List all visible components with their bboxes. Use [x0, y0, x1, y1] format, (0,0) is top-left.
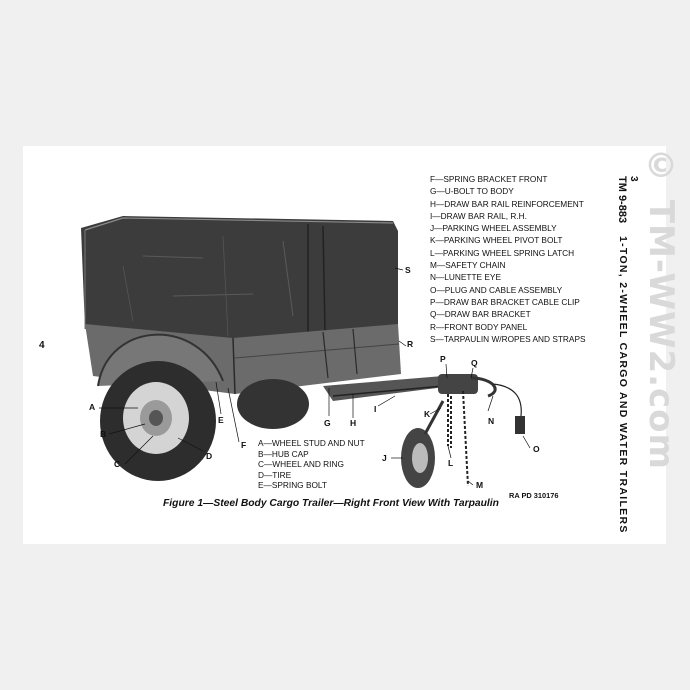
callout-q: Q	[471, 358, 478, 368]
callout-b: B	[100, 429, 107, 439]
callout-o: O	[533, 444, 540, 454]
legend-bottom	[258, 438, 365, 491]
watermark: © TM-WW2.com	[641, 146, 681, 470]
legend-item-r: R—FRONT BODY PANEL	[430, 321, 528, 332]
page-number: 4	[39, 340, 45, 351]
legend-item-b: B—HUB CAP	[258, 448, 309, 459]
legend-top	[430, 173, 586, 345]
callout-j: J	[382, 453, 387, 463]
legend-item-d: D—TIRE	[258, 469, 292, 480]
callout-d: D	[206, 451, 213, 461]
callout-m: M	[476, 480, 484, 490]
callout-a: A	[89, 402, 96, 412]
ra-pd-number: RA PD 310176	[509, 491, 559, 500]
legend-item-e: E—SPRING BOLT	[258, 480, 328, 491]
callout-p: P	[440, 354, 446, 364]
legend-item-n: N—LUNETTE EYE	[430, 272, 501, 283]
legend-item-h: H—DRAW BAR RAIL REINFORCEMENT	[430, 198, 584, 209]
legend-item-a: A—WHEEL STUD AND NUT	[258, 438, 365, 448]
legend-item-l: L—PARKING WHEEL SPRING LATCH	[430, 247, 575, 258]
callout-l: L	[448, 458, 454, 468]
callout-g: G	[324, 418, 331, 428]
callout-c: C	[114, 459, 121, 469]
legend-item-j: J—PARKING WHEEL ASSEMBLY	[430, 223, 557, 234]
legend-item-p: P—DRAW BAR BRACKET CABLE CLIP	[430, 296, 580, 307]
tarpaulin-drawing	[81, 216, 398, 341]
tm-number: TM 9-883	[616, 176, 628, 224]
callout-s: S	[405, 265, 411, 275]
figure-caption: Figure 1—Steel Body Cargo Trailer—Right Front View With Tarpaulin	[163, 498, 499, 509]
legend-item-k: K—PARKING WHEEL PIVOT BOLT	[430, 235, 563, 246]
legend-item-g: G—U-BOLT TO BODY	[430, 186, 514, 197]
callout-h: H	[350, 418, 357, 428]
callout-r: R	[407, 339, 414, 349]
legend-item-s: S—TARPAULIN W/ROPES AND STRAPS	[430, 333, 586, 344]
parking-wheel-drawing	[401, 401, 443, 488]
rear-wheel-drawing	[237, 379, 309, 429]
legend-item-q: Q—DRAW BAR BRACKET	[430, 309, 531, 320]
callout-f: F	[241, 440, 247, 450]
side-title: 1-TON, 2-WHEEL CARGO AND WATER TRAILERS	[617, 236, 629, 534]
legend-item-o: O—PLUG AND CABLE ASSEMBLY	[430, 284, 563, 295]
manual-page	[23, 146, 681, 544]
callout-i: I	[374, 404, 377, 414]
legend-item-m: M—SAFETY CHAIN	[430, 260, 506, 271]
legend-item-i: I—DRAW BAR RAIL, R.H.	[430, 210, 527, 221]
callout-k: K	[424, 409, 431, 419]
callout-e: E	[218, 415, 224, 425]
callout-n: N	[488, 416, 495, 426]
legend-item-c: C—WHEEL AND RING	[258, 459, 344, 470]
legend-item-f: F—SPRING BRACKET FRONT	[430, 174, 548, 184]
tm-sub-number: 3	[628, 176, 639, 182]
